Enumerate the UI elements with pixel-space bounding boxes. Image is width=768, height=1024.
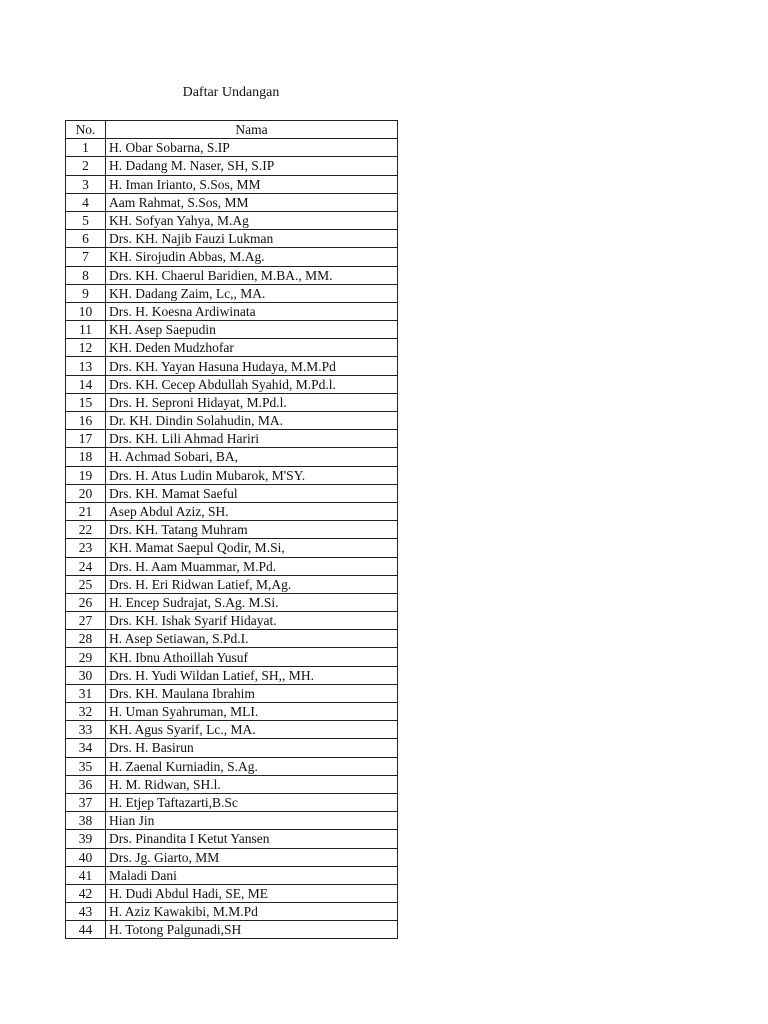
row-number: 10 [66,302,106,320]
table-row [66,321,398,339]
guest-name: Drs. Jg. Giarto, MM [106,848,398,866]
row-number: 24 [66,557,106,575]
column-header-no: No. [66,121,106,139]
row-number: 11 [66,321,106,339]
guest-name: Drs. KH. Mamat Saeful [106,484,398,502]
guest-name: Drs. KH. Chaerul Baridien, M.BA., MM. [106,266,398,284]
row-number: 33 [66,721,106,739]
guest-name: Drs. H. Eri Ridwan Latief, M,Ag. [106,575,398,593]
row-number: 23 [66,539,106,557]
table-row [66,393,398,411]
row-number: 18 [66,448,106,466]
row-number: 39 [66,830,106,848]
row-number: 20 [66,484,106,502]
table-row [66,193,398,211]
table-row [66,848,398,866]
guest-name: H. Uman Syahruman, MLI. [106,703,398,721]
row-number: 40 [66,848,106,866]
guest-name: Drs. KH. Najib Fauzi Lukman [106,230,398,248]
guest-name: Maladi Dani [106,866,398,884]
table-row [66,211,398,229]
row-number: 27 [66,612,106,630]
row-number: 25 [66,575,106,593]
guest-name: KH. Asep Saepudin [106,321,398,339]
table-row [66,866,398,884]
row-number: 43 [66,903,106,921]
guest-name: KH. Agus Syarif, Lc., MA. [106,721,398,739]
table-row [66,703,398,721]
table-row [66,684,398,702]
row-number: 21 [66,502,106,520]
guest-name: Dr. KH. Dindin Solahudin, MA. [106,412,398,430]
table-row [66,302,398,320]
table-row [66,484,398,502]
table-row [66,502,398,520]
row-number: 31 [66,684,106,702]
row-number: 28 [66,630,106,648]
row-number: 12 [66,339,106,357]
table-row [66,521,398,539]
table-row [66,757,398,775]
table-row [66,575,398,593]
guest-name: Drs. H. Aam Muammar, M.Pd. [106,557,398,575]
guest-name: H. Totong Palgunadi,SH [106,921,398,939]
table-row [66,812,398,830]
guest-name: Drs. H. Basirun [106,739,398,757]
row-number: 7 [66,248,106,266]
table-row [66,175,398,193]
guest-name: Drs. KH. Yayan Hasuna Hudaya, M.M.Pd [106,357,398,375]
guest-name: Drs. H. Seproni Hidayat, M.Pd.l. [106,393,398,411]
row-number: 29 [66,648,106,666]
row-number: 19 [66,466,106,484]
row-number: 9 [66,284,106,302]
row-number: 2 [66,157,106,175]
row-number: 8 [66,266,106,284]
table-row [66,357,398,375]
guest-name: H. Dadang M. Naser, SH, S.IP [106,157,398,175]
table-row [66,539,398,557]
guest-name: Asep Abdul Aziz, SH. [106,502,398,520]
guest-name: Drs. KH. Tatang Muhram [106,521,398,539]
guest-name: Drs. H. Yudi Wildan Latief, SH,, MH. [106,666,398,684]
table-row [66,793,398,811]
row-number: 3 [66,175,106,193]
row-number: 26 [66,593,106,611]
guest-name: H. Asep Setiawan, S.Pd.I. [106,630,398,648]
table-row [66,630,398,648]
guest-name: KH. Deden Mudzhofar [106,339,398,357]
guest-name: Aam Rahmat, S.Sos, MM [106,193,398,211]
guest-name: Hian Jin [106,812,398,830]
row-number: 35 [66,757,106,775]
invitation-table [65,120,398,939]
row-number: 5 [66,211,106,229]
row-number: 1 [66,139,106,157]
guest-name: H. Encep Sudrajat, S.Ag. M.Si. [106,593,398,611]
table-header-row [66,121,398,139]
guest-name: Drs. H. Atus Ludin Mubarok, M'SY. [106,466,398,484]
table-row [66,903,398,921]
guest-name: Drs. H. Koesna Ardiwinata [106,302,398,320]
table-row [66,284,398,302]
table-row [66,339,398,357]
row-number: 34 [66,739,106,757]
table-row [66,139,398,157]
row-number: 14 [66,375,106,393]
guest-name: H. Dudi Abdul Hadi, SE, ME [106,884,398,902]
row-number: 42 [66,884,106,902]
row-number: 15 [66,393,106,411]
row-number: 44 [66,921,106,939]
guest-name: Drs. KH. Lili Ahmad Hariri [106,430,398,448]
table-row [66,830,398,848]
row-number: 37 [66,793,106,811]
row-number: 30 [66,666,106,684]
table-row [66,557,398,575]
column-header-name: Nama [106,121,398,139]
guest-name: Drs. KH. Cecep Abdullah Syahid, M.Pd.l. [106,375,398,393]
table-row [66,666,398,684]
row-number: 36 [66,775,106,793]
row-number: 22 [66,521,106,539]
guest-name: KH. Mamat Saepul Qodir, M.Si, [106,539,398,557]
table-row [66,430,398,448]
table-row [66,593,398,611]
table-row [66,230,398,248]
guest-name: KH. Ibnu Athoillah Yusuf [106,648,398,666]
row-number: 13 [66,357,106,375]
guest-name: H. Obar Sobarna, S.IP [106,139,398,157]
row-number: 38 [66,812,106,830]
guest-name: H. Achmad Sobari, BA, [106,448,398,466]
table-body [66,139,398,939]
guest-name: H. M. Ridwan, SH.l. [106,775,398,793]
table-row [66,448,398,466]
page-title: Daftar Undangan [182,85,280,100]
guest-name: H. Aziz Kawakibi, M.M.Pd [106,903,398,921]
table-row [66,884,398,902]
table-row [66,921,398,939]
row-number: 32 [66,703,106,721]
guest-name: KH. Sofyan Yahya, M.Ag [106,211,398,229]
table-row [66,466,398,484]
row-number: 6 [66,230,106,248]
table-row [66,648,398,666]
row-number: 41 [66,866,106,884]
row-number: 17 [66,430,106,448]
table-row [66,412,398,430]
guest-name: Drs. KH. Maulana Ibrahim [106,684,398,702]
row-number: 4 [66,193,106,211]
guest-name: H. Etjep Taftazarti,B.Sc [106,793,398,811]
table-row [66,775,398,793]
table-row [66,721,398,739]
table-row [66,248,398,266]
guest-name: KH. Dadang Zaim, Lc,, MA. [106,284,398,302]
guest-name: H. Iman Irianto, S.Sos, MM [106,175,398,193]
table-row [66,612,398,630]
guest-name: Drs. KH. Ishak Syarif Hidayat. [106,612,398,630]
table-row [66,739,398,757]
row-number: 16 [66,412,106,430]
guest-name: KH. Sirojudin Abbas, M.Ag. [106,248,398,266]
table-row [66,375,398,393]
table-row [66,266,398,284]
guest-name: Drs. Pinandita I Ketut Yansen [106,830,398,848]
guest-name: H. Zaenal Kurniadin, S.Ag. [106,757,398,775]
table-row [66,157,398,175]
